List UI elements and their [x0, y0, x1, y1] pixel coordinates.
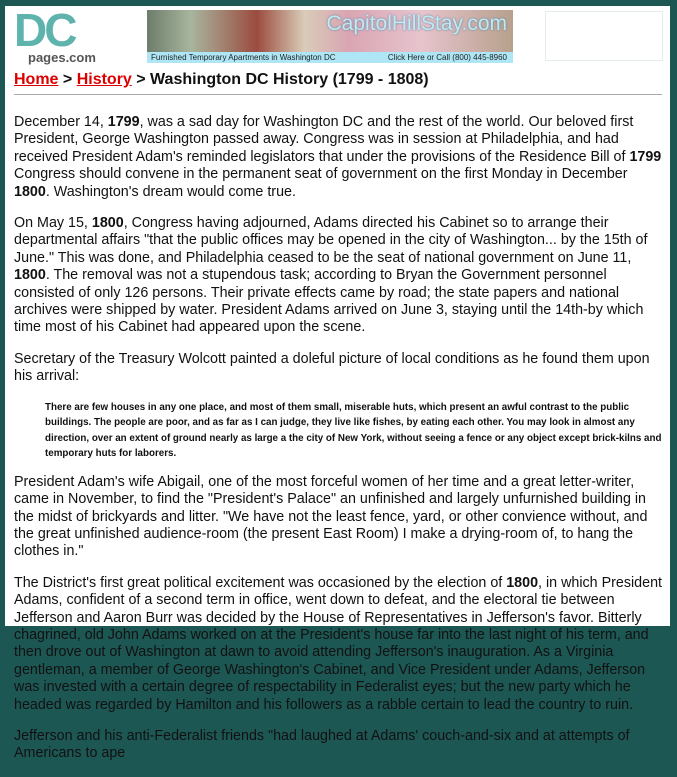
- text-segment: On May 15,: [14, 215, 92, 232]
- breadcrumb-separator: >: [58, 71, 77, 88]
- capitolhillstay-banner-ad[interactable]: [147, 10, 513, 63]
- quote-block: [45, 400, 666, 462]
- text-segment: , was a sad day for Washington DC and the rest of the world. Our beloved first President, George Washington passed away. Congress was in session at Philadelphia, and had received President Adam's reminded legislators that under the provisions of the Residence Bill of: [14, 114, 634, 165]
- text-segment: Secretary of the Treasury Wolcott painted a doleful picture of local conditions as he found them upon his arrival:: [14, 350, 650, 385]
- paragraph: [14, 215, 666, 337]
- text-segment: The District's first great political excitement was occasioned by the election of: [14, 574, 507, 591]
- divider: [14, 94, 662, 95]
- text-segment: . Washington's dream would come true.: [45, 183, 296, 200]
- breadcrumb-home-link[interactable]: Home: [14, 71, 59, 88]
- banner-strip: [147, 52, 513, 63]
- text-segment: There are few houses in any one place, and most of them small, miserable huts, which present an awful contrast to the public buildings. The people are poor, and as far as I can judge, they live like fishes, by eating each other. You may look in almost any direction, over an extent of ground nearly as large a the city of New York, without seeing a fence or any object except brick-kilns and temporary huts for laborers.: [45, 401, 662, 460]
- year-highlight: 1799: [107, 114, 140, 130]
- breadcrumb-history-link[interactable]: History: [76, 71, 132, 88]
- year-highlight: 1800: [14, 183, 46, 200]
- paragraph: [14, 351, 666, 386]
- paragraph: [14, 114, 666, 201]
- paragraph: [14, 575, 666, 714]
- text-segment: December 14,: [14, 114, 108, 130]
- year-highlight: 1800: [506, 574, 539, 591]
- dcpages-logo[interactable]: [14, 4, 124, 66]
- paragraph: [14, 728, 666, 763]
- year-highlight: 1800: [14, 267, 46, 284]
- page-title: Washington DC History (1799 - 1808): [150, 71, 429, 88]
- breadcrumb: [14, 70, 429, 89]
- banner-tagline: Furnished Temporary Apartments in Washington DC: [151, 53, 336, 62]
- text-segment: Congress should convene in the permanent seat of government on the first Monday in December: [14, 166, 628, 183]
- ad-placeholder: [545, 11, 663, 61]
- text-segment: , in which President Adams, confident of a second term in office, went down to defeat, and the electoral tie between Jefferson and Aaron Burr was decided by the House of Representatives in Jefferson's favor. Bitterly chagrined, old John Adams worked on at the President's house far into the last night of his term, and then drove out of Washington at dawn to avoid attending Jefferson's inauguration. As a Virginia gentleman, a member of George Washington's Cabinet, and Vice President under Adams, Jefferson was invested with a certain degree of respectability in Federalist eyes; but the new party which he headed was regarded by Hamilton and his followers as a rabble certain to lead the country to ruin.: [14, 574, 662, 713]
- logo-dc: DC: [14, 4, 75, 56]
- logo-pages: pages.com: [28, 50, 96, 65]
- breadcrumb-separator: >: [131, 71, 151, 88]
- banner-title: CapitolHillStay.com: [326, 12, 507, 35]
- text-segment: , Congress having adjourned, Adams directed his Cabinet so to arrange their departmental affairs "that the public offices may be opened in the city of Washington... by the 15th of June." This was done, and Philadelphia ceased to be the seat of national government on June 11,: [14, 215, 648, 266]
- text-segment: Jefferson and his anti-Federalist friends "had laughed at Adams' couch-and-six and at attempts of Americans to ape: [14, 727, 630, 762]
- text-segment: . The removal was not a stupendous task; according to Bryan the Government personnel consisted of only 126 persons. Their private effects came by road; the state papers and national archives were shipped by water. President Adams arrived on June 3, staying until the 14th-by which time most of his Cabinet had appeared upon the scene.: [14, 267, 644, 336]
- year-highlight: 1799: [629, 148, 662, 165]
- text-segment: President Adam's wife Abigail, one of the most forceful women of her time and a great letter-writer, came in November, to find the "President's Palace" an unfinished and largely unfurnished building in the midst of brickyards and litter. "We have not the least fence, yard, or other convience without, and the great unfinished audience-room (the present East Room) I make a drying-room of, to hang the clothes in.": [14, 473, 648, 560]
- banner-cta: Click Here or Call (800) 445-8960: [387, 53, 507, 62]
- article-body: [14, 114, 666, 777]
- year-highlight: 1800: [91, 215, 124, 232]
- page-container: [5, 4, 670, 762]
- paragraph: [14, 474, 666, 561]
